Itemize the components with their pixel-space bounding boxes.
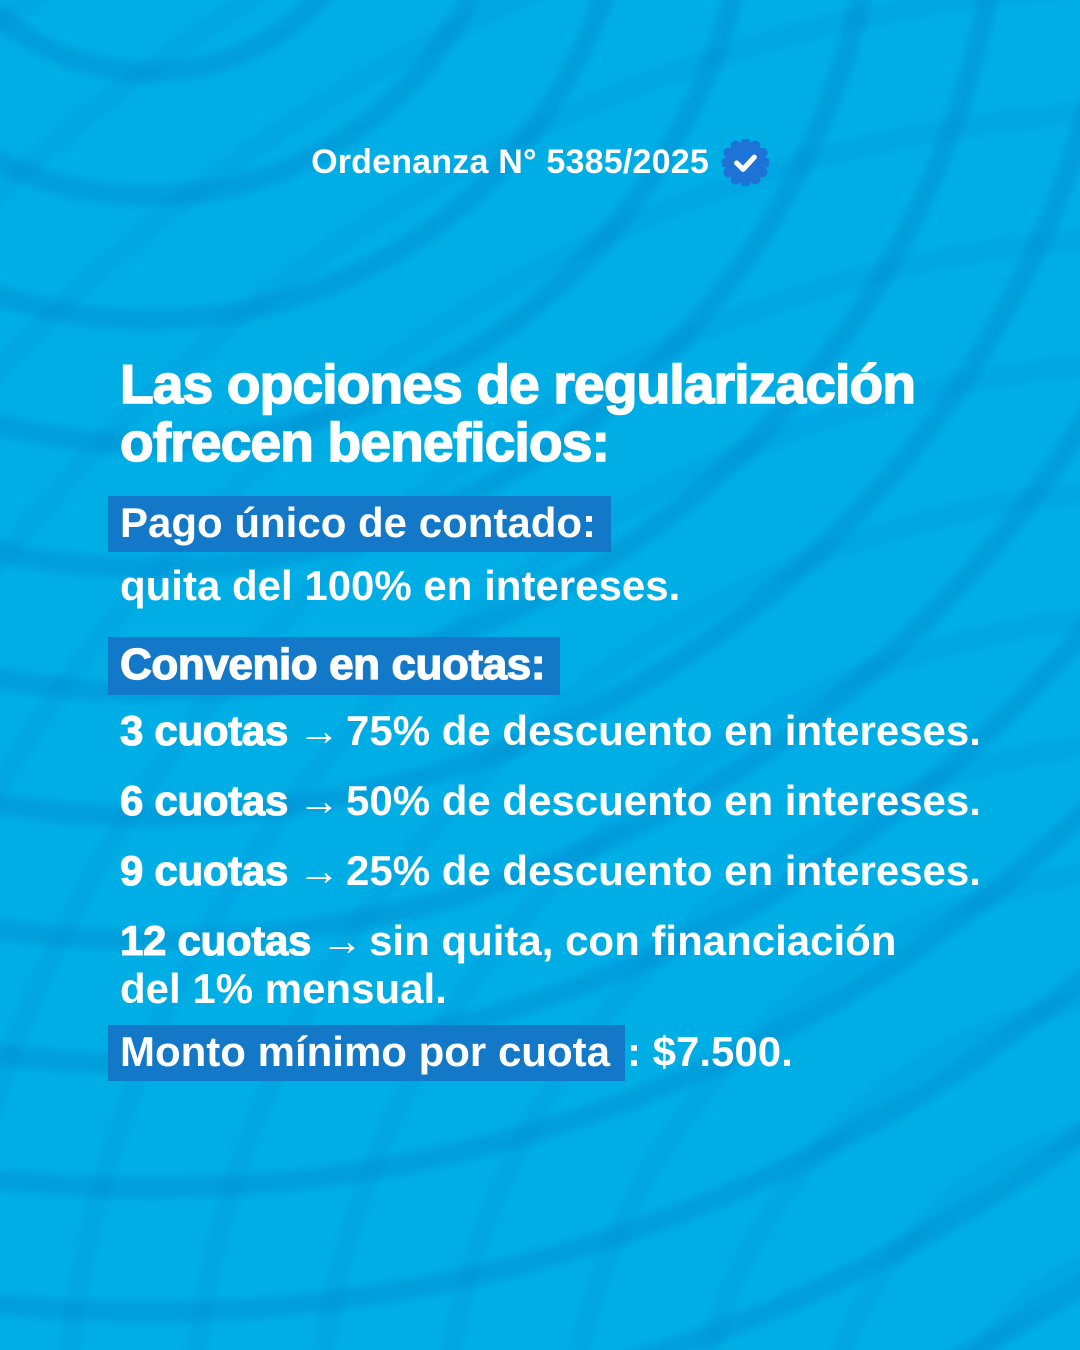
page-title-line2: ofrecen beneficios:	[120, 410, 610, 473]
installment-benefit-line2: del 1% mensual.	[120, 964, 447, 1012]
installment-benefit: 75% de descuento en intereses.	[346, 707, 981, 755]
installment-item-9	[120, 847, 982, 895]
page-title-line1: Las opciones de regularización	[120, 353, 916, 415]
cash-option-row	[108, 496, 982, 552]
ordinance-label: Ordenanza N° 5385/2025	[311, 143, 709, 181]
cash-option-detail: quita del 100% en intereses.	[120, 561, 681, 609]
arrow-icon: →	[321, 917, 364, 964]
installment-item-12	[120, 917, 982, 1013]
cash-option-label: Pago único de contado:	[108, 496, 611, 552]
verified-badge-icon	[722, 139, 769, 186]
arrow-icon: →	[298, 707, 340, 755]
minimum-value: : $7.500.	[626, 1027, 793, 1075]
installment-term: 9 cuotas	[120, 847, 288, 895]
installment-term: 12 cuotas	[120, 917, 312, 964]
minimum-row	[108, 1025, 982, 1081]
installment-benefit: 25% de descuento en intereses.	[346, 847, 981, 895]
installment-term: 3 cuotas	[120, 707, 288, 755]
installment-benefit: 50% de descuento en intereses.	[346, 777, 981, 825]
installment-term: 6 cuotas	[120, 777, 288, 825]
installment-item-6	[120, 777, 982, 825]
installment-benefit: sin quita, con financiación	[369, 917, 897, 964]
content-block	[120, 353, 982, 1081]
ordinance-line	[0, 139, 1080, 186]
arrow-icon: →	[298, 847, 340, 895]
installment-item-3	[120, 707, 982, 755]
arrow-icon: →	[298, 777, 340, 825]
installments-label: Convenio en cuotas:	[108, 637, 560, 695]
page-title	[120, 353, 982, 473]
minimum-label: Monto mínimo por cuota	[108, 1025, 625, 1081]
installments-header-row	[108, 637, 982, 695]
